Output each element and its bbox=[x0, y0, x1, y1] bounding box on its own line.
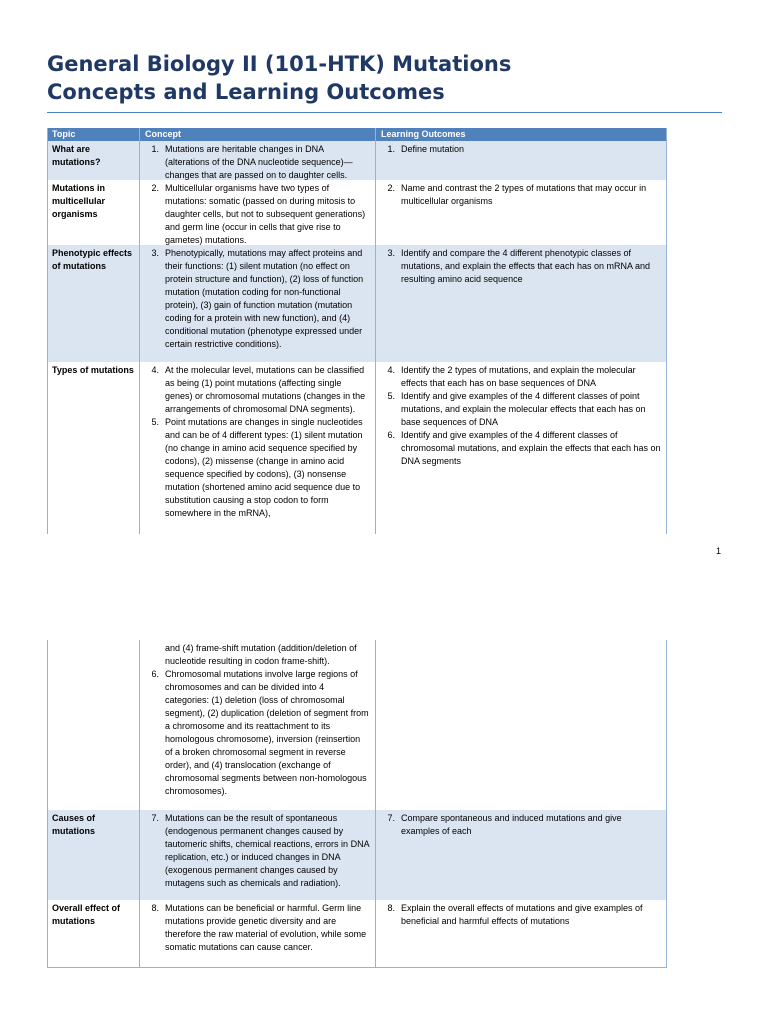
topic-cell: Types of mutations bbox=[52, 365, 134, 375]
page-number: 1 bbox=[716, 546, 722, 556]
item-number: 3. bbox=[151, 248, 159, 258]
item-text: Chromosomal mutations involve large regions of chromosomes and can be divided into 4 categories: (1) deletion (loss of chromosomal segment), (2) duplication (deletion of segment from a chromosome and its reattachment to its homologous chromosome), inversion (reinsertion of a broken chromosomal segment in reverse order), and (4) translocation (exchange of chromosomal segments between non-homologous chromosomes). bbox=[165, 669, 369, 796]
item-number: 4. bbox=[151, 365, 159, 375]
item-text: Explain the overall effects of mutations and give examples of beneficial and harmful effects of mutations bbox=[401, 903, 643, 926]
item-text: At the molecular level, mutations can be classified as being (1) point mutations (affecting single genes) or chromosomal mutations (changes in the arrangements of chromosomal DNA segments). bbox=[165, 365, 366, 414]
item-text: Identify and compare the 4 different phenotypic classes of mutations, and explain the effects that each has on mRNA and resulting amino acid sequence bbox=[401, 248, 650, 284]
item-number: 4. bbox=[387, 365, 395, 375]
item-number: 8. bbox=[387, 903, 395, 913]
item-text: and (4) frame-shift mutation (addition/deletion of nucleotide resulting in codon frame-shift). bbox=[165, 643, 357, 666]
header-topic: Topic bbox=[52, 129, 76, 139]
title-line-1: General Biology II (101-HTK) Mutations bbox=[47, 52, 512, 76]
item-number: 6. bbox=[151, 669, 159, 679]
topic-cell: What are mutations? bbox=[52, 144, 101, 167]
item-text: Phenotypically, mutations may affect proteins and their functions: (1) silent mutation (no effect on protein structure and function), (2) loss of function mutation (mutation coding for non-functional protein), (3) gain of function mutation (mutation coding for a protein with new function), and (4) conditional mutation (phenotype expressed under certain restrictive conditions). bbox=[165, 248, 364, 349]
item-number: 7. bbox=[151, 813, 159, 823]
table-border-page-2 bbox=[47, 640, 667, 968]
item-number: 1. bbox=[387, 144, 395, 154]
item-text: Name and contrast the 2 types of mutations that may occur in multicellular organisms bbox=[401, 183, 647, 206]
item-text: Point mutations are changes in single nucleotides and can be of 4 different types: (1) silent mutation (no change in amino acid sequence specified by codons), (2) missense (change in amino acid sequence specified by codons), (3) nonsense mutation (shortened amino acid sequence due to substitution causing a stop codon to form somewhere in the mRNA), bbox=[165, 417, 363, 518]
item-text: Identify and give examples of the 4 different classes of chromosomal mutations, and explain the effects that each has on DNA segments bbox=[401, 430, 661, 466]
item-number: 3. bbox=[387, 248, 395, 258]
topic-cell: Overall effect of mutations bbox=[52, 903, 121, 926]
item-text: Mutations can be beneficial or harmful. Germ line mutations provide genetic diversity and are therefore the raw material of evolution, while some somatic mutations can cause cancer. bbox=[165, 903, 367, 952]
item-number: 1. bbox=[151, 144, 159, 154]
header-concept: Concept bbox=[139, 128, 375, 141]
item-text: Mutations are heritable changes in DNA (alterations of the DNA nucleotide sequence)— changes that are passed on to daughter cells. bbox=[165, 144, 353, 180]
topic-cell: Causes of mutations bbox=[52, 813, 96, 836]
item-number: 8. bbox=[151, 903, 159, 913]
table-border-page-1 bbox=[47, 128, 667, 534]
document-title bbox=[47, 50, 511, 106]
item-text: Multicellular organisms have two types of mutations: somatic (passed on during mitosis to daughter cells, but not to subsequent generations) and germ line (occur in cells that give rise to gametes) mutations. bbox=[165, 183, 366, 245]
item-number: 7. bbox=[387, 813, 395, 823]
item-text: Define mutation bbox=[401, 144, 465, 154]
item-number: 2. bbox=[151, 183, 159, 193]
item-number: 5. bbox=[151, 417, 159, 427]
item-number: 6. bbox=[387, 430, 395, 440]
item-text: Mutations can be the result of spontaneous (endogenous permanent changes caused by tautomeric shifts, chemical reactions, errors in DNA replication, etc.) or induced changes in DNA (exogenous permanent changes caused by mutagens such as chemicals and radiation). bbox=[165, 813, 370, 888]
item-number: 5. bbox=[387, 391, 395, 401]
topic-cell: Phenotypic effects of mutations bbox=[52, 248, 133, 271]
item-text: Compare spontaneous and induced mutations and give examples of each bbox=[401, 813, 622, 836]
title-rule bbox=[47, 112, 722, 113]
topic-cell: Mutations in multicellular organisms bbox=[52, 183, 106, 219]
item-text: Identify the 2 types of mutations, and explain the molecular effects that each has on base sequences of DNA bbox=[401, 365, 636, 388]
item-number: 2. bbox=[387, 183, 395, 193]
title-line-2: Concepts and Learning Outcomes bbox=[47, 80, 445, 104]
header-learning-outcomes: Learning Outcomes bbox=[375, 128, 667, 141]
item-text: Identify and give examples of the 4 different classes of point mutations, and explain the molecular effects that each has on base sequences of DNA bbox=[401, 391, 646, 427]
